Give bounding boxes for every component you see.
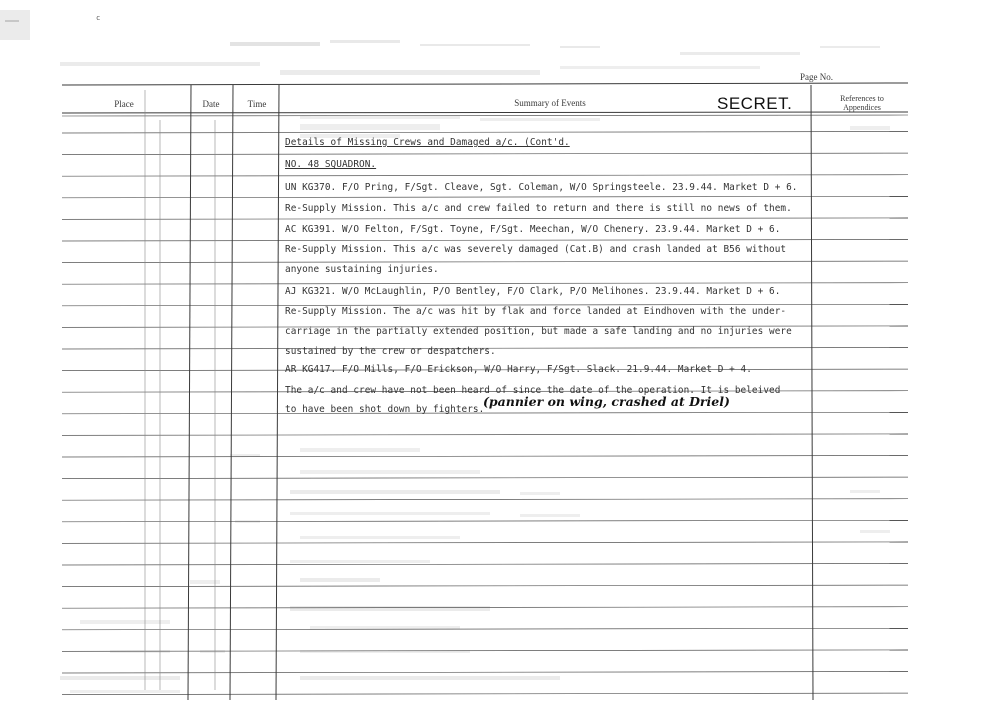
form-rule-line [62,650,908,652]
corner-mark: c [96,14,101,22]
handwritten-annotation: (pannier on wing, crashed at Driel) [483,394,730,409]
page-number-label: Page No. [800,72,833,82]
time-header: Time [247,99,267,109]
place-header: Place [114,99,134,109]
references-header: References to Appendices [840,94,884,112]
form-rule-line [62,261,908,263]
form-rule-line [62,132,908,134]
section-heading: Details of Missing Crews and Damaged a/c. (Cont'd. [285,137,570,148]
entry-line: anyone sustaining injuries. [285,264,439,275]
form-rule-line [62,693,908,695]
entry-line: AR KG417. F/O Mills, F/O Erickson, W/O Harry, F/Sgt. Slack. 21.9.44. Market D + 4. [285,364,752,375]
entry-line: UN KG370. F/O Pring, F/Sgt. Cleave, Sgt. Coleman, W/O Springsteele. 23.9.44. Market D + 6. [285,182,798,193]
entry-line: Re-Supply Mission. This a/c and crew failed to return and there is still no news of them. [285,203,792,214]
entry-line: Re-Supply Mission. The a/c was hit by flak and force landed at Eindhoven with the under- [285,306,787,317]
entry-line: Re-Supply Mission. This a/c was severely damaged (Cat.B) and crash landed at B56 without [285,244,787,255]
entry-line: AC KG391. W/O Felton, F/Sgt. Toyne, F/Sgt. Meechan, W/O Chenery. 23.9.44. Market D + 6. [285,224,781,235]
form-rule-line [62,175,908,177]
form-rule-line [62,283,908,285]
entry-line: to have been shot down by fighters. [285,404,485,415]
form-rule-line [62,672,908,674]
date-header: Date [202,99,220,109]
entry-line: AJ KG321. W/O McLaughlin, P/O Bentley, F/O Clark, P/O Melihones. 23.9.44. Market D + 6. [285,286,781,297]
form-rule-line [62,196,908,198]
form-rule-line [62,628,908,630]
form-rule-line [62,240,908,242]
squadron-heading: NO. 48 SQUADRON. [285,159,377,170]
secret-stamp: SECRET. [717,94,793,113]
entry-line: The a/c and crew have not been heard of since the date of the operation. It is beleived [285,385,781,396]
entry-line: carriage in the partially extended position, but made a safe landing and no injuries were [285,326,792,337]
summary-header: Summary of Events [514,98,586,108]
entry-line: sustained by the crew or despatchers. [285,346,496,357]
form-rule-line [62,218,908,220]
form-rule-line [62,153,908,155]
